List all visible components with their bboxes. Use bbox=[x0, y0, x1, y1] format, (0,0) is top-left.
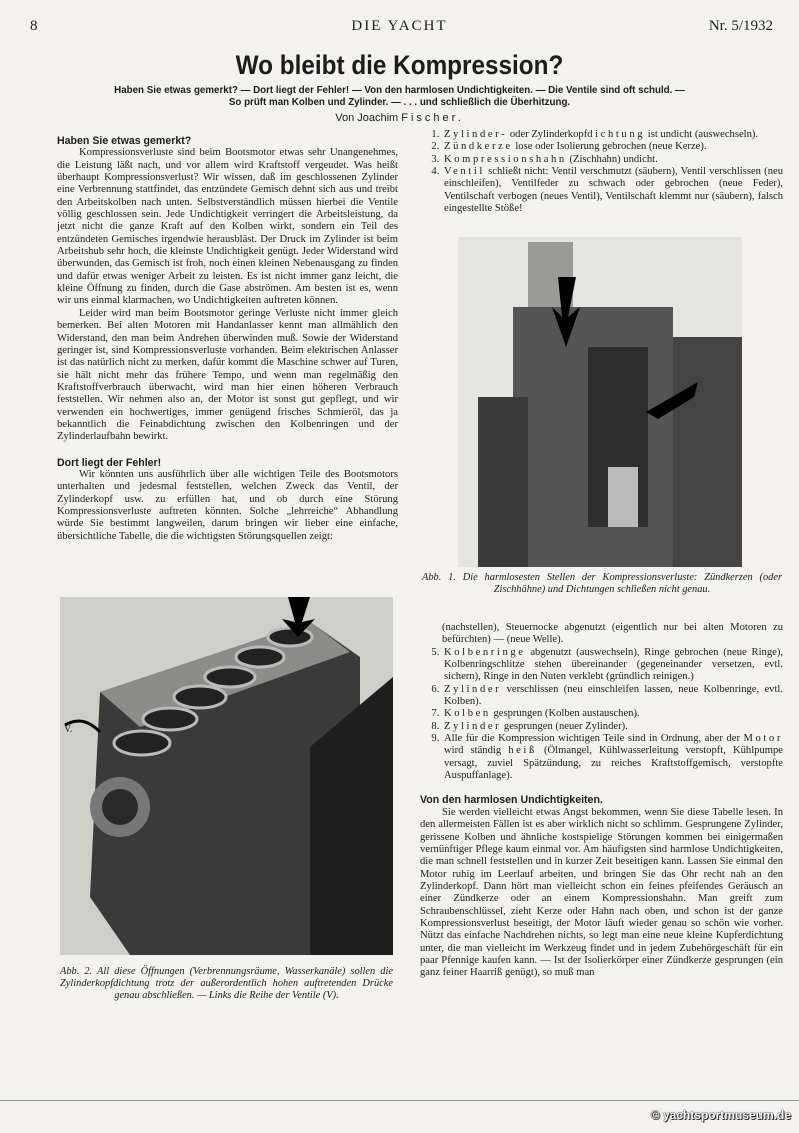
fault-list-item bbox=[442, 721, 783, 733]
page-number: 8 bbox=[30, 18, 38, 34]
paragraph: Kompressionsverluste sind beim Bootsmotor etwas sehr Unangenehmes, die Leistung läßt nach, und vor allem wird Kraftstoff vergeudet. Was heißt überhaupt Kompressionsverlust? Wir wissen, daß im geschlossenen Zylinder eine Verbrennung stattfindet, das entzündete Gemisch dehnt sich aus und treibt den Arbeitskolben nach unten. Selbstverständlich müssen hierbei die Ventile völlig geschlossen sein. Jede Undichtigkeit verringert die Arbeitsleistung, da jetzt nicht die ganze Kraft auf den Kolben wirkt, sondern ein Teil des entzündeten Gemisches irgendwie herausbläst. Der Druck im Zylinder ist beim Arbeitshub sehr hoch, die kleinste Undichtigkeit genügt. Jeder Widerstand wird überwunden, das Gemisch ist froh, noch einen kleinen Nebenausgang zu finden und dafür etwas weniger Arbeit zu leisten. Es ist nicht immer ganz leicht, die kleine Öffnung zu finden, durch die Gase abströmen. Am besten ist es, wenn wir uns einmal klarmachen, wo Undichtigkeiten auftreten können. bbox=[57, 147, 398, 307]
spaced-term: heiß bbox=[508, 745, 537, 757]
paragraph: Leider wird man beim Bootsmotor geringe Verluste nicht immer gleich bemerken. Bei alten Motoren mit Handanlasser kennt man allmählich den Widerstand, den man beim Andrehen überwinden muß. Sowie der Widerstand geringer ist, sind Kompressionsverluste vorhanden. Beim elektrischen Anlasser ist das natürlich nicht zu merken, dafür kommt die Maschine schwer auf Turen, sie hält nicht mehr das frühere Tempo, und wenn man regelmäßig den Kraftstoffverbrauch überwacht, wird man hier einen höheren Verbrauch feststellen. Wir nehmen also an, der Motor ist sonst gut gepflegt, und wir verwenden ein hochwertiges, immer genügend frisches Schmieröl, das ja bekanntlich die Feinabdichtung zwischen den Kolbenringen und der Zylinderlaufbahn bewirkt. bbox=[57, 307, 398, 443]
spaced-term: Zylinder bbox=[444, 720, 502, 732]
fault-list-item bbox=[442, 708, 783, 720]
byline bbox=[0, 112, 799, 124]
article-title: Wo bleibt die Kompression? bbox=[235, 50, 564, 80]
figure-1-caption: Abb. 1. Die harmlosesten Stellen der Kompressionsverluste: Zündkerzen (oder Zischhähne) und Dichtungen schließen nicht genau. bbox=[422, 572, 782, 595]
spaced-term: Kompressionshahn bbox=[444, 153, 567, 165]
footer-divider bbox=[0, 1100, 799, 1101]
spaced-term: Kolben bbox=[444, 708, 491, 720]
fault-list-item bbox=[442, 141, 783, 153]
item-text: gesprungen (Kolben austauschen). bbox=[490, 708, 640, 720]
item-text: oder Zylinderkopf bbox=[507, 129, 588, 140]
valve-label: V. bbox=[64, 724, 73, 735]
spaced-term: Kolbenringe bbox=[444, 646, 526, 658]
left-column-text bbox=[57, 135, 398, 543]
fault-list-item bbox=[442, 684, 783, 709]
spaced-term: Zündkerze bbox=[444, 141, 513, 153]
engine-cutaway-photo bbox=[458, 237, 742, 567]
watermark: © yachtsportmuseum.de bbox=[650, 1108, 791, 1122]
engine-block-illustration bbox=[60, 597, 393, 955]
engine-block-photo bbox=[60, 597, 393, 955]
item-text: ist undicht (auswechseln). bbox=[645, 129, 759, 140]
subtitle-line: Haben Sie etwas gemerkt? — Dort liegt der Fehler! — Von den harmlosen Undichtigkeiten. — Die Ventile sind oft schuld. — bbox=[114, 84, 685, 96]
spaced-term: Zylinder- bbox=[444, 129, 508, 140]
figure-2-caption: Abb. 2. All diese Öffnungen (Verbrennungsräume, Wasserkanäle) sollen die Zylinderkopfdichtung trotz der außerordentlich hohen auftretenden Drücke genau abschließen. — Links die Reihe der Ventile (V). bbox=[60, 966, 393, 1001]
fault-list-bottom bbox=[420, 622, 783, 980]
byline-prefix: Von Joachim bbox=[335, 112, 399, 124]
spaced-term: Motor bbox=[743, 733, 783, 745]
item-text: schließt nicht: Ventil verschmutzt (säubern), Ventil verschlissen (neu einschleifen), Ventilfeder zu schwach oder gebrochen (neue Feder), Ventilschaft verbogen (neues Ventil), Ventilschaft klemmt nur (säubern), falsch eingestellte Stöße! bbox=[444, 166, 783, 215]
item-text: gesprungen (neuer Zylinder). bbox=[501, 720, 628, 732]
item-text: (Zischhahn) undicht. bbox=[566, 153, 658, 165]
item-text: wird ständig bbox=[444, 745, 509, 757]
fault-list-top bbox=[420, 129, 783, 215]
paragraph: Wir könnten uns ausführlich über alle wichtigen Teile des Bootsmotors unterhalten und jedesmal feststellen, welchen Zweck das Ventil, der Zylinderkopf usw. zu erfüllen hat, und ob durch eine Störung Kompressionsverluste auftreten könnten. Solche „lehrreiche“ Abhandlung würde Sie bestimmt langweilen, darum bringen wir lieber eine einfache, übersichtliche Tabelle, die die wichtigsten Störungsquellen zeigt: bbox=[57, 468, 398, 542]
fault-list-item bbox=[442, 129, 783, 141]
fault-list-item bbox=[442, 647, 783, 684]
section-heading: Dort liegt der Fehler! bbox=[57, 456, 162, 469]
paragraph: Sie werden vielleicht etwas Angst bekommen, wenn Sie diese Tabelle lesen. In den allermeisten Fällen ist es aber wirklich nicht so schlimm. Gesprungene Zylinder, gerissene Kolben und ähnliche kostspielige Störungen kommen bei einigermaßen vernünftiger Pflege kaum einmal vor. Am häufigsten sind harmlose Undichtigkeiten, die man schnell feststellen und in kurzer Zeit beseitigen kann. Lassen Sie einmal den Motor ruhig im Leerlauf arbeiten, und bringen Sie das Ohr recht nah an den Zylinderkopf. Dann hört man vielleicht schon ein feines pfeifendes Geräusch an einer Zündkerze oder an einem Kompressionshahn. Man greift zum Schraubenschlüssel, zieht Kerze oder Hahn nach oben, und schon ist der ganze Kompressionsverlust beseitigt, der Motor läuft wieder genau so schön wie vorher. Nützt das einfache Nachdrehen nichts, so legt man eine neue kleine Kupferdichtung unter, die man vielleicht im Werkzeug findet und in jedem Zubehörgeschäft für ein paar Pfennige kaufen kann. — Ist der Isolierkörper einer Zündkerze gesprungen (ein ganz feiner Haarriß genügt), so muß man bbox=[420, 806, 783, 979]
spaced-term: dichtung bbox=[587, 129, 646, 140]
issue-number: Nr. 5/1932 bbox=[708, 18, 773, 34]
author-name: Fischer. bbox=[401, 112, 464, 124]
spaced-term: Zylinder bbox=[444, 683, 502, 695]
section-heading: Haben Sie etwas gemerkt? bbox=[57, 135, 192, 147]
engine-cutaway-illustration bbox=[458, 237, 742, 567]
magazine-name: DIE YACHT bbox=[351, 18, 448, 34]
fault-list-item bbox=[442, 733, 783, 782]
item-text: abgenutzt (auswechseln), Ringe gebrochen (neue Ringe), Kolbenringschlitze stehen übereinander (gegeneinander versetzen, evtl. sichern), Ringe in den Nuten verklebt (gründlich reinigen.) bbox=[444, 646, 783, 683]
item-text: lose oder Isolierung gebrochen (neue Kerze). bbox=[512, 141, 707, 153]
item-text: (Ölmangel, Kühlwasserleitung verstopft, Kühlpumpe versagt, zuviel Spätzündung, zu reiches Kraftstoffgemisch, verstopfte Auspuffanlage). bbox=[444, 745, 783, 782]
item-text: Alle für die Kompression wichtigen Teile sind in Ordnung, aber der bbox=[444, 733, 744, 745]
section-heading: Von den harmlosen Undichtigkeiten. bbox=[420, 794, 603, 807]
subtitle-line: So prüft man Kolben und Zylinder. — . . . und schließlich die Überhitzung. bbox=[228, 96, 571, 108]
fault-list-item bbox=[442, 154, 783, 166]
item-text: verschlissen (neu einschleifen lassen, neue Kolbenringe, evtl. Kolben). bbox=[444, 683, 783, 708]
list-continuation: (nachstellen), Steuernocke abgenutzt (eigentlich nur bei alten Motoren zu befürchten) — (neue Welle). bbox=[442, 622, 783, 646]
fault-list-item bbox=[442, 166, 783, 215]
article-subtitle bbox=[65, 84, 734, 108]
spaced-term: Ventil bbox=[444, 166, 485, 178]
